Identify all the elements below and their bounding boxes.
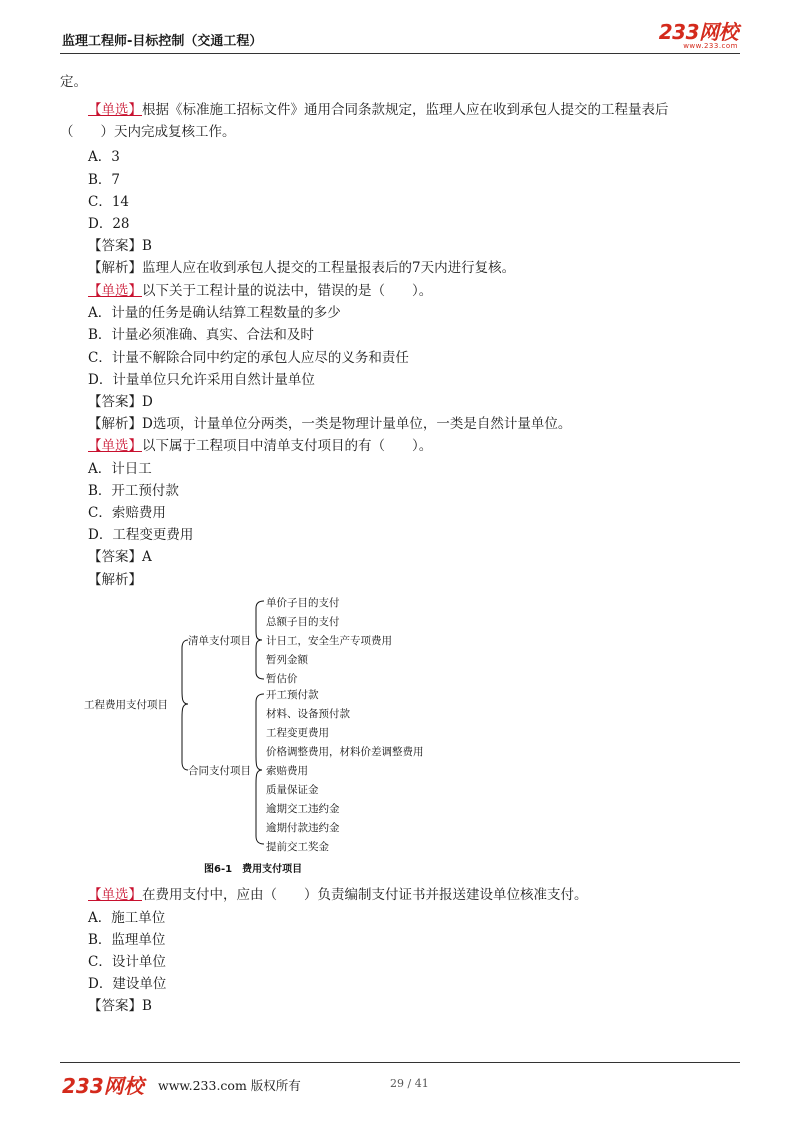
question-type-tag: 【单选】 xyxy=(88,887,142,903)
option: A．施工单位 xyxy=(88,910,166,926)
option: B．7 xyxy=(88,172,121,188)
option: C．计量不解除合同中约定的承包人应尽的义务和责任 xyxy=(88,350,409,366)
option: D．28 xyxy=(88,216,130,232)
footer-logo[interactable]: 233网校 xyxy=(62,1074,144,1098)
analysis: 【解析】 xyxy=(88,572,142,588)
diagram-item: 暂估价 xyxy=(266,673,298,685)
option: B．开工预付款 xyxy=(88,483,179,499)
option: D．建设单位 xyxy=(88,976,167,992)
diagram-caption: 图6-1 费用支付项目 xyxy=(204,864,303,875)
footer-divider xyxy=(60,1062,740,1063)
question-text: 在费用支付中，应由（ ）负责编制支付证书并报送建设单位核准支付。 xyxy=(142,887,588,903)
brace-branch-2-lower xyxy=(256,770,264,844)
brace-root-lower xyxy=(182,704,188,770)
option: B．监理单位 xyxy=(88,932,166,948)
answer: 【答案】D xyxy=(88,394,153,410)
answer: 【答案】A xyxy=(88,549,152,565)
question-type-tag: 【单选】 xyxy=(88,283,142,299)
diagram-item: 索赔费用 xyxy=(266,765,308,777)
option: A．计日工 xyxy=(88,461,152,477)
brace-branch-2-upper xyxy=(256,694,264,770)
question-2-stem xyxy=(88,279,432,299)
question-3-stem xyxy=(88,434,432,454)
option: A．3 xyxy=(88,149,120,165)
diagram-item: 单价子目的支付 xyxy=(266,597,340,609)
diagram-item: 暂列金额 xyxy=(266,654,308,666)
footer-copyright: www.233.com 版权所有 xyxy=(158,1078,301,1093)
question-text: 以下关于工程计量的说法中，错误的是（ ）。 xyxy=(142,283,433,299)
question-text: 以下属于工程项目中清单支付项目的有（ ）。 xyxy=(142,438,433,454)
diagram-item: 提前交工奖金 xyxy=(266,841,329,853)
diagram-item: 总额子目的支付 xyxy=(266,616,340,628)
brace-branch-1-upper xyxy=(256,601,264,640)
diagram-branch-1: 清单支付项目 xyxy=(188,635,251,647)
question-text: 根据《标准施工招标文件》通用合同条款规定，监理人应在收到承包人提交的工程量表后 xyxy=(142,102,669,118)
diagram-root: 工程费用支付项目 xyxy=(84,699,168,711)
diagram-item: 工程变更费用 xyxy=(266,727,329,739)
brace-root-upper xyxy=(182,640,188,704)
diagram-item: 计日工，安全生产专项费用 xyxy=(266,635,392,647)
diagram-item: 开工预付款 xyxy=(266,689,319,701)
header-title: 监理工程师-目标控制（交通工程） xyxy=(62,34,263,49)
logo-text: 233网校 xyxy=(658,20,738,44)
brand-logo[interactable] xyxy=(659,22,738,50)
header-divider xyxy=(60,53,740,54)
diagram-branch-2: 合同支付项目 xyxy=(188,765,251,777)
answer: 【答案】B xyxy=(88,238,152,254)
analysis: 【解析】监理人应在收到承包人提交的工程量报表后的7天内进行复核。 xyxy=(88,260,516,276)
diagram-item: 材料、设备预付款 xyxy=(266,708,350,720)
option: C．设计单位 xyxy=(88,954,166,970)
brace-branch-1-lower xyxy=(256,640,264,679)
option: B．计量必须准确、真实、合法和及时 xyxy=(88,327,314,343)
diagram-item: 质量保证金 xyxy=(266,784,319,796)
question-4-stem xyxy=(88,883,588,903)
logo-url: www.233.com xyxy=(683,42,738,50)
diagram-item: 逾期交工违约金 xyxy=(266,803,340,815)
option: A．计量的任务是确认结算工程数量的多少 xyxy=(88,305,341,321)
question-type-tag: 【单选】 xyxy=(88,102,142,118)
question-1-stem-cont: （ ）天内完成复核工作。 xyxy=(60,124,236,140)
option: C．索赔费用 xyxy=(88,505,166,521)
option: D．工程变更费用 xyxy=(88,527,194,543)
diagram-item: 逾期付款违约金 xyxy=(266,822,340,834)
question-1-stem xyxy=(88,98,669,118)
option: C．14 xyxy=(88,194,130,210)
option: D．计量单位只允许采用自然计量单位 xyxy=(88,372,315,388)
diagram-item: 价格调整费用，材料价差调整费用 xyxy=(266,746,424,758)
analysis: 【解析】D选项，计量单位分两类，一类是物理计量单位，一类是自然计量单位。 xyxy=(88,416,572,432)
payment-items-diagram xyxy=(84,590,464,880)
question-type-tag: 【单选】 xyxy=(88,438,142,454)
answer: 【答案】B xyxy=(88,998,152,1014)
page-number: 29 / 41 xyxy=(390,1077,429,1090)
prev-question-tail: 定。 xyxy=(60,74,87,90)
